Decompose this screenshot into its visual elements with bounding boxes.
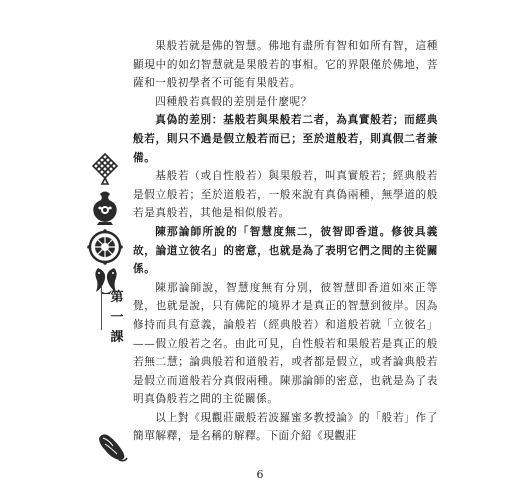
conch-shell-icon xyxy=(95,430,129,464)
endless-knot-icon xyxy=(90,152,120,186)
body-text xyxy=(133,37,438,446)
paragraph: 陳那論師所說的「智慧度無二，彼智即香道。修彼具義故，論道立彼名」的密意，也就是為了表明它們之間的主從關係。 xyxy=(133,225,438,276)
paragraph: 真偽的差別：基般若與果般若二者，為真實般若；而經典般若，則只不過是假立般若而已；至於道般若，則真假二者兼備。 xyxy=(133,114,438,164)
paragraph: 基般若（或自性般若）與果般若，叫真實般若；經典般若是假立般若；至於道般若，一般來說有真偽兩種，無學道的般若是真般若，其他是相似般若。 xyxy=(133,170,438,220)
paragraph: 果般若就是佛的智慧。佛地有盡所有智和如所有智，這種顯現中的如幻智慧就是果般若的事相。它的界限僅於佛地，菩薩和一般初學者不可能有果般若。 xyxy=(133,40,438,90)
chapter-divider xyxy=(101,286,102,330)
paragraph: 四種般若真假的差別是什麼呢？ xyxy=(155,95,312,108)
chapter-label-char: 課 xyxy=(110,330,124,345)
dharma-wheel-icon xyxy=(86,228,124,266)
paragraph: 以上對《現觀莊嚴般若波羅蜜多教授論》的「般若」作了簡單解釋，是名稱的解釋。下面介紹《現觀莊 xyxy=(133,411,438,443)
chapter-label-char: 第 xyxy=(110,290,124,305)
treasure-vase-icon xyxy=(86,188,124,226)
paragraph: 陳那論師說，智慧度無有分別，彼智慧即香道如來正等覺，也就是說，只有佛陀的境界才是真正的智慧到彼岸。因為修持而具有意義，論般若（經典般若）和道般若就「立彼名」——假立般若之名。由此可見，自性般若和果般若是真正的般若無二慧；論典般若和道般若，或者都是假立，或者論典般若是假立而道般若分真假兩種。陳那論師的密意，也就是為了表明真偽般若之間的主從關係。 xyxy=(133,281,438,406)
page-number: 6 xyxy=(256,468,264,481)
chapter-label xyxy=(107,288,127,348)
chapter-label-char: 一 xyxy=(110,310,124,325)
